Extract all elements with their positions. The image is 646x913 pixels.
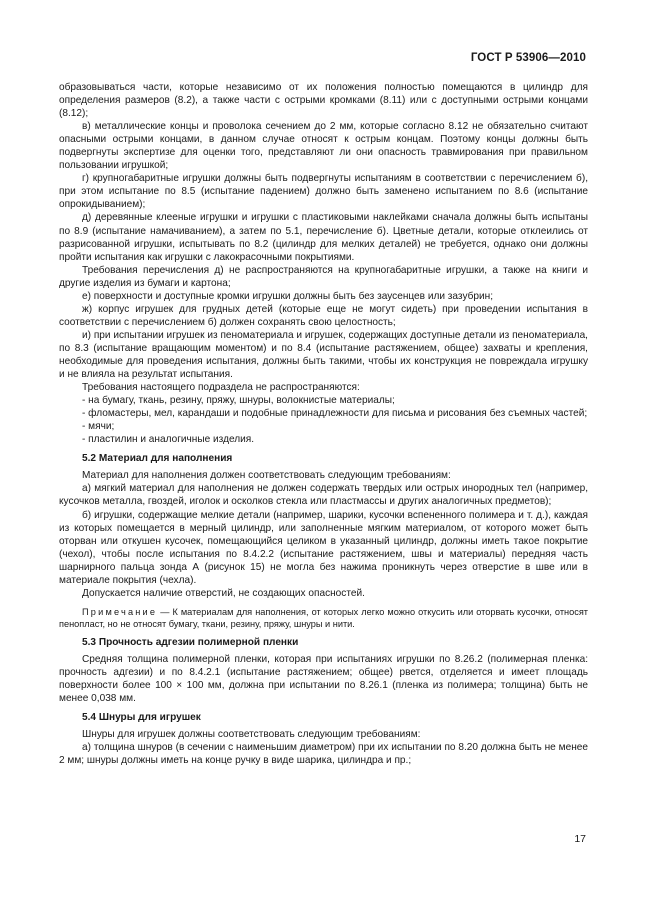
paragraph: Требования перечисления д) не распространяются на крупногабаритные игрушки, а также на книги и другие изделия из бумаги и картона; (59, 264, 588, 289)
paragraph: Средняя толщина полимерной пленки, которая при испытаниях игрушки по 8.26.2 (полимерная пленка: прочность адгезии) и по 8.4.2.1 (испытание растяжением; общее) рвется, отделяется и имеет площадь поверхности более 100 × 100 мм, должна при испытании по 8.26.1 (пленка из полимера; толщина) быть не менее 0,038 мм. (59, 653, 588, 705)
list-item: - пластилин и аналогичные изделия. (82, 434, 255, 446)
paragraph: г) крупногабаритные игрушки должны быть подвергнуты испытаниям в соответствии с перечислением б), при этом испытание по 8.5 (испытание падением) должно быть заменено испытанием по 8.6 (испытание опрокидыванием); (59, 173, 588, 211)
paragraph: Материал для наполнения должен соответствовать следующим требованиям: (82, 470, 451, 482)
standard-code-header: ГОСТ Р 53906—2010 (470, 52, 586, 64)
list-item: - на бумагу, ткань, резину, пряжу, шнуры, волокнистые материалы; (82, 395, 395, 407)
paragraph: е) поверхности и доступные кромки игрушки должны быть без заусенцев или зазубрин; (82, 290, 494, 302)
paragraph: б) игрушки, содержащие мелкие детали (например, шарики, кусочки вспененного полимера и т. д.), каждая из которых помещается в мерный цилиндр, или заполненные мягким материалом, от которого может быть оторван или откушен кусочек, помещающийся целиком в указанный цилиндр, должны иметь такое покрытие (чехол), чтобы после испытания по 8.4.2.2 (испытание растяжением, швы и материалы) передняя часть шарнирного пальца зонда А (рисунок 15) не могла без нажима проникнуть через отверстие в шве или в материале покрытия (чехла). (59, 509, 588, 586)
note (59, 606, 588, 630)
note-text: — К материалам для наполнения, от которых легко можно откусить или оторвать кусочки, относят пенопласт, но не относят бумагу, ткани, резину, пряжу, шнуры и нити. (59, 606, 588, 629)
list-item: - фломастеры, мел, карандаши и подобные принадлежности для письма и рисования без съемных частей; (82, 408, 588, 420)
list-item: - мячи; (82, 421, 115, 433)
section-heading: 5.3 Прочность адгезии полимерной пленки (82, 636, 299, 648)
paragraph: ж) корпус игрушек для грудных детей (которые еще не могут сидеть) при проведении испытания в соответствии с перечислением б) должен сохранять свою целостность; (59, 303, 588, 328)
paragraph: образовываться части, которые независимо от их положения полностью помещаются в цилиндр для определения размеров (8.2), а также части с острыми кромками (8.11) или с доступными острыми концами (8.12); (59, 82, 588, 120)
paragraph: и) при испытании игрушек из пеноматериала и игрушек, содержащих доступные детали из пеноматериала, по 8.3 (испытание вращающим моментом) и по 8.4 (испытание растяжением, общее) захваты и крепления, необходимые для проведения испытания, должны быть такими, чтобы их конструкция не повреждала игрушку и не влияла на результат испытания. (59, 329, 588, 381)
note-label: Примечание (82, 606, 158, 617)
paragraph: а) мягкий материал для наполнения не должен содержать твердых или острых инородных тел (например, кусочков металла, гвоздей, иголок и осколков стекла или пластмассы и других аналогичных предметов); (59, 483, 588, 508)
paragraph: Требования настоящего подраздела не распространяются: (82, 382, 360, 394)
paragraph: а) толщина шнуров (в сечении с наименьшим диаметром) при их испытании по 8.20 должна быть не менее 2 мм; шнуры должны иметь на конце ручку в виде шарика, цилиндра и пр.; (59, 742, 588, 767)
document-body (59, 81, 588, 767)
paragraph: в) металлические концы и проволока сечением до 2 мм, которые согласно 8.12 не обязательно считают опасными острыми концами, в данном случае относят к острым концам. Поэтому концы должны быть подвергнуты экспертизе для оценки того, представляют ли они опасность травмирования при правильном пользовании игрушкой; (59, 121, 588, 172)
paragraph: Шнуры для игрушек должны соответствовать следующим требованиям: (82, 729, 421, 741)
paragraph: Допускается наличие отверстий, не создающих опасностей. (82, 587, 365, 599)
page-number: 17 (574, 833, 586, 845)
section-heading: 5.2 Материал для наполнения (82, 453, 233, 465)
paragraph: д) деревянные клееные игрушки и игрушки с пластиковыми наклейками сначала должны быть испытаны по 8.9 (испытание намачиванием), а затем по 5.1, перечисление б). Цветные детали, которые отклеились от разрисованной игрушки, испытывать по 8.2 (цилиндр для мелких деталей) не требуется, однако они должны пройти испытания как игрушки с лакокрасочными покрытиями. (59, 212, 588, 263)
section-heading: 5.4 Шнуры для игрушек (82, 712, 201, 724)
